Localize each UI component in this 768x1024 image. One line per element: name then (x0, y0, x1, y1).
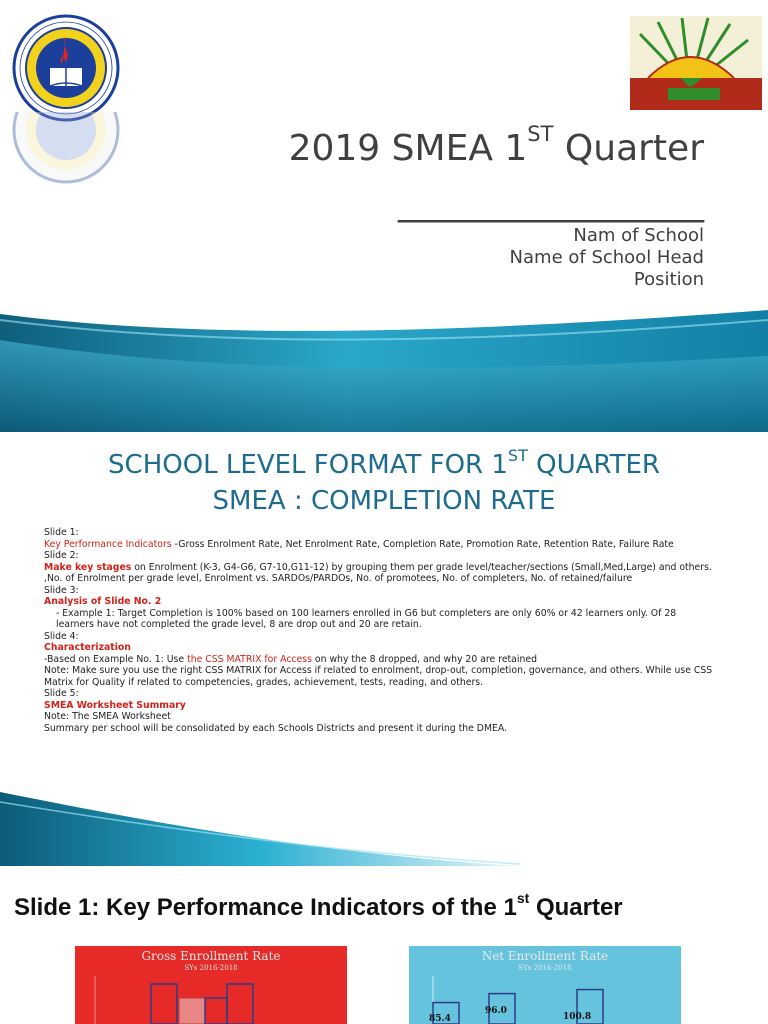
analysis-label: Analysis of Slide No. 2 (44, 596, 162, 607)
decorative-wave-band (0, 300, 768, 432)
stages-text: on Enrolment (K-3, G4-G6, G7-10,G11-12) by grouping them per grade level/teacher/sections (Small,Med,Large) and others. ,No. of Enrolment per grade level, Enrolment vs. SARDOs/PARDOs, No. of promotees, No. of completers, No. of retained/failure (44, 561, 712, 584)
presentation-title: 2019 SMEA 1ST Quarter (288, 122, 704, 169)
note-css-matrix: Note: Make sure you use the right CSS MATRIX for Access if related to enrolment, drop-out, completion, governance, and others. While use CSS Matrix for Quality if related to competencies, grades, achievement, tests, reading, and others. (44, 665, 713, 688)
format-slide (0, 432, 768, 866)
slide1-label: Slide 1: (44, 527, 79, 538)
bar (227, 984, 253, 1024)
worksheet-summary-label: SMEA Worksheet Summary (44, 699, 186, 711)
net-enrollment-chart (409, 946, 681, 1024)
gross-chart-plot (75, 946, 347, 1024)
stages-line (44, 562, 714, 585)
net-chart-plot (409, 946, 681, 1024)
slide4-label: Slide 4: (44, 630, 79, 642)
title-slide (0, 0, 768, 432)
bar (205, 998, 227, 1024)
chart-subtitle: SYs 2016-2018 (184, 964, 238, 972)
format-instructions (44, 527, 714, 734)
data-label: 100.8 (563, 1012, 592, 1022)
decorative-wave-band-bottom (0, 792, 768, 866)
kpi-slide-title: Slide 1: Key Performance Indicators of the 1st Quarter (14, 890, 623, 921)
slide2-label: Slide 2: (44, 550, 79, 561)
characterization-label: Characterization (44, 642, 131, 653)
school-head: Name of School Head (509, 247, 704, 268)
data-label: 96.0 (485, 1006, 507, 1016)
format-title-line2: SMEA : COMPLETION RATE (212, 486, 556, 516)
char-pre: -Based on Example No. 1: Use (44, 653, 188, 665)
char-post: on why the 8 dropped, and why 20 are retained (311, 653, 537, 665)
note-worksheet: Note: The SMEA Worksheet (44, 711, 171, 722)
data-label: 85.4 (429, 1014, 451, 1024)
chart-title: Net Enrollment Rate (481, 949, 609, 963)
chart-title: Gross Enrollment Rate (141, 949, 281, 963)
stages-label: Make key stages (44, 561, 132, 573)
sudlak-logo-icon (630, 16, 762, 110)
bar (179, 998, 205, 1024)
kpi-line (44, 539, 714, 551)
school-info (510, 225, 704, 291)
css-matrix-access: the CSS MATRIX for Access (187, 653, 312, 665)
kpi-slide (0, 866, 768, 1024)
kpi-text: -Gross Enrolment Rate, Net Enrolment Rate, Completion Rate, Promotion Rate, Retention Rate, Failure Rate (171, 538, 674, 550)
deped-seal-icon (12, 14, 120, 122)
summary-text: Summary per school will be consolidated by each Schools Districts and present it during the DMEA. (44, 722, 508, 734)
format-title-line1: SCHOOL LEVEL FORMAT FOR 1ST QUARTER (108, 446, 660, 480)
gross-enrollment-chart (75, 946, 347, 1024)
deped-seal-reflection-icon (12, 112, 120, 184)
chart-subtitle: SYs 2016-2018 (518, 964, 572, 972)
slide3-label: Slide 3: (44, 584, 79, 596)
example-text: - Example 1: Target Completion is 100% based on 100 learners enrolled in G6 but completers are only 60% or 42 learners only. Of 28 learners have not completed the grade level, 8 are drop out and 20 are retain. (56, 607, 677, 630)
slide5-label: Slide 5: (44, 688, 79, 699)
school-name: Nam of School (573, 225, 704, 246)
kpi-label: Key Performance Indicators (44, 538, 172, 550)
bar (151, 984, 177, 1024)
characterization-line (44, 654, 714, 666)
position: Position (633, 269, 704, 290)
title-underline-dashes: _________________ (398, 182, 704, 223)
